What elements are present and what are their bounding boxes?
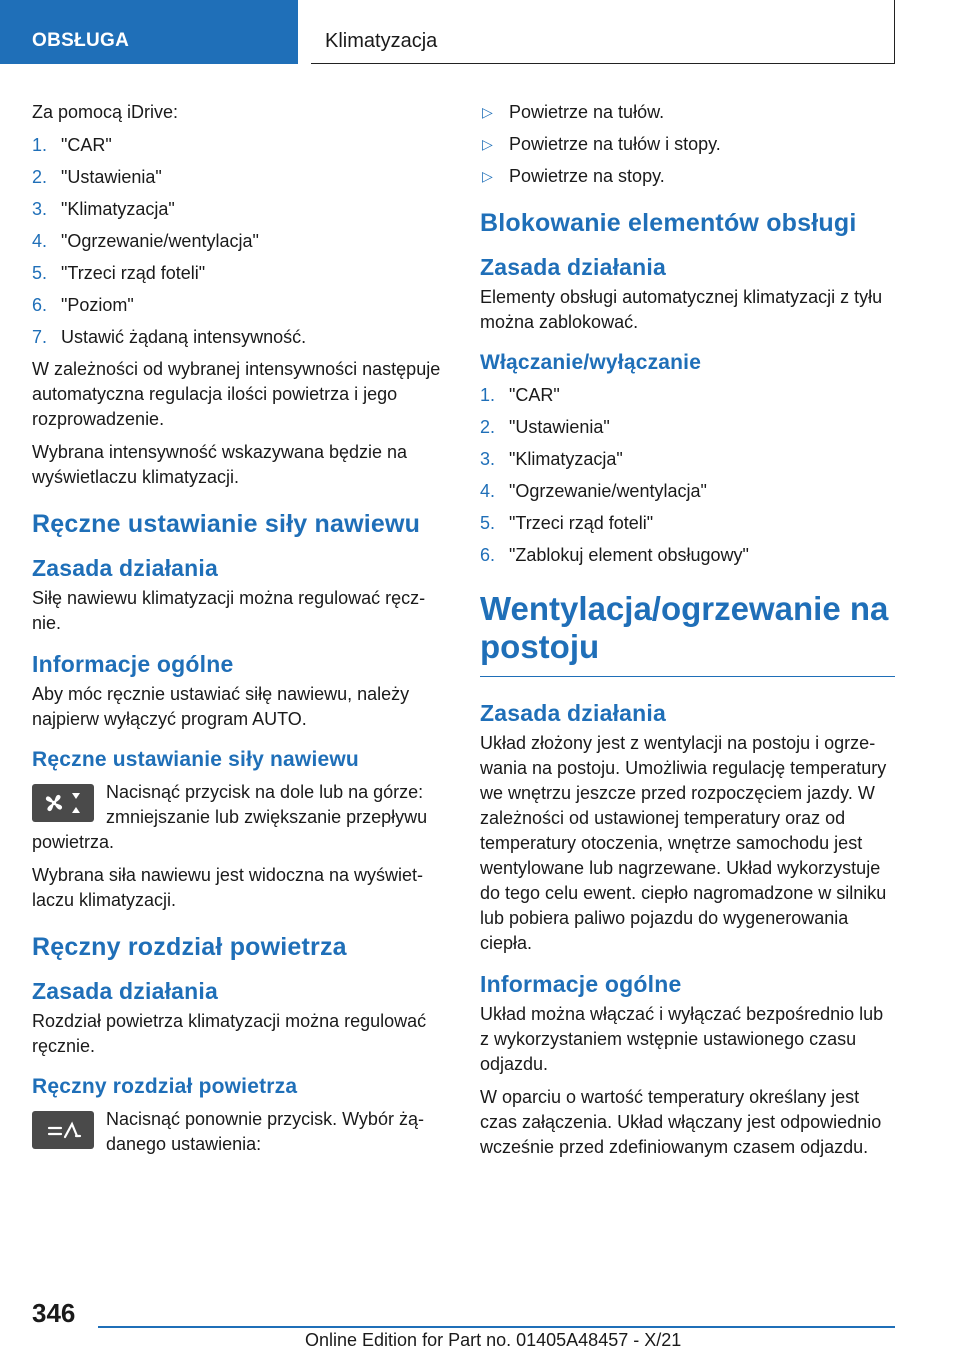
heading-lock-controls: Blokowanie elementów obsługi [480, 209, 857, 237]
footer-divider [98, 1326, 895, 1328]
list-item: 1. "CAR" [32, 135, 112, 155]
heading-fan-manual-sub: Ręczne ustawianie siły nawiewu [32, 748, 359, 771]
list-item: 2. "Ustawienia" [32, 167, 162, 187]
intensity-paragraph: W zależności od wybranej intensywności następuje automatyczna regulacja ilości powietrza i jego rozprowadzenie. [32, 359, 441, 429]
list-item: 2. "Ustawienia" [480, 417, 610, 437]
header-section-title: Klimatyzacja [311, 0, 895, 64]
heading-lock-principle: Zasada działania [480, 254, 666, 280]
lock-principle-text: Elementy obsługi automatycznej klimatyzacji z tyłu można zablokować. [480, 287, 883, 332]
park-principle-text: Układ złożony jest z wentylacji na postoju i ogrzewania na postoju. Umożliwia regulację temperatury we wnętrzu jeszcze przed rozpoczęciem jazdy. W zależności od ustawionej temperatury oraz od temperatury otoczenia, wnętrze samochodu jest wentylowane lub nagrzewane. Układ wykorzystuje do tego celu ewent. ciepło nagromadzone w silniku lub pobiera paliwo pojazdu do wygenerowania ciepła. [480, 733, 887, 953]
list-item: ▷ Powietrze na tułów. [480, 100, 895, 125]
header-tab-obsluga: OBSŁUGA [0, 0, 298, 64]
triangle-bullet-icon: ▷ [482, 136, 493, 152]
left-column [32, 100, 448, 1165]
heading-park-principle: Zasada działania [480, 700, 666, 726]
air-principle-text: Rozdział powietrza klimatyzacji można regulować ręcznie. [32, 1011, 427, 1056]
fan-manual-block [32, 780, 448, 855]
heading-air-manual-sub: Ręczny rozdział powietrza [32, 1075, 298, 1098]
heading-air-distribution: Ręczny rozdział powietrza [32, 933, 347, 961]
triangle-bullet-icon: ▷ [482, 168, 493, 184]
list-item: 5. "Trzeci rząd foteli" [32, 263, 206, 283]
air-distribution-button-icon [32, 1111, 94, 1149]
list-item: 4. "Ogrzewanie/wentylacja" [480, 481, 707, 501]
list-item: 6. "Zablokuj element obsługowy" [480, 545, 749, 565]
fan-speed-button-icon [32, 784, 94, 822]
heading-fan-general: Informacje ogólne [32, 651, 234, 677]
fan-general-text: Aby móc ręcznie ustawiać siłę nawiewu, należy najpierw wyłączyć program AUTO. [32, 684, 410, 729]
park-general-text-2: W oparciu o wartość temperatury określany jest czas załączenia. Układ włączany jest odpowiednio wcześnie przed zdefiniowanym czasem odjazdu. [480, 1087, 882, 1157]
idrive-intro: Za pomocą iDrive: [32, 102, 179, 122]
heading-fan-principle: Zasada działania [32, 555, 218, 581]
triangle-bullet-icon: ▷ [482, 104, 493, 120]
fan-display-text: Wybrana siła nawiewu jest widoczna na wyświetlaczu klimatyzacji. [32, 865, 424, 910]
page-number: 346 [32, 1298, 76, 1328]
footer-edition: Online Edition for Part no. 01405A48457 - X/21 [305, 1330, 682, 1350]
heading-air-principle: Zasada działania [32, 978, 218, 1004]
air-manual-text: Nacisnąć ponownie przycisk. Wybór żądanego ustawienia: [106, 1109, 424, 1154]
list-item: 5. "Trzeci rząd foteli" [480, 513, 654, 533]
list-item: ▷ Powietrze na tułów i stopy. [480, 132, 895, 157]
heading-park-general: Informacje ogólne [480, 971, 682, 997]
intensity-display-paragraph: Wybrana intensywność wskazywana będzie na wyświetlaczu klimatyzacji. [32, 442, 408, 487]
list-item: 3. "Klimatyzacja" [480, 449, 623, 469]
idrive-steps-list [32, 133, 448, 350]
chapter-title-parking-heating: Wentylacja/ogrzewanie na postoju [480, 590, 895, 677]
air-options-list [480, 100, 895, 189]
lock-steps-list [480, 383, 895, 568]
list-item: 3. "Klimatyzacja" [32, 199, 175, 219]
fan-manual-text: Nacisnąć przycisk na dole lub na górze: zmniejszanie lub zwiększanie przepływu powietrza. [32, 782, 428, 852]
heading-lock-toggle: Włączanie/wyłączanie [480, 351, 702, 374]
fan-principle-text: Siłę nawiewu klimatyzacji można regulować ręcznie. [32, 588, 426, 633]
list-item: 4. "Ogrzewanie/wentylacja" [32, 231, 259, 251]
list-item: 7. Ustawić żądaną intensywność. [32, 327, 307, 347]
list-item: ▷ Powietrze na stopy. [480, 164, 895, 189]
park-general-text-1: Układ można włączać i wyłączać bezpośrednio lub z wykorzystaniem wstępnie ustawionego czasu odjazdu. [480, 1004, 884, 1074]
right-column [480, 100, 895, 1168]
list-item: 1. "CAR" [480, 385, 560, 405]
list-item: 6. "Poziom" [32, 295, 134, 315]
heading-fan-manual: Ręczne ustawianie siły nawiewu [32, 510, 421, 538]
air-manual-block [32, 1107, 448, 1157]
